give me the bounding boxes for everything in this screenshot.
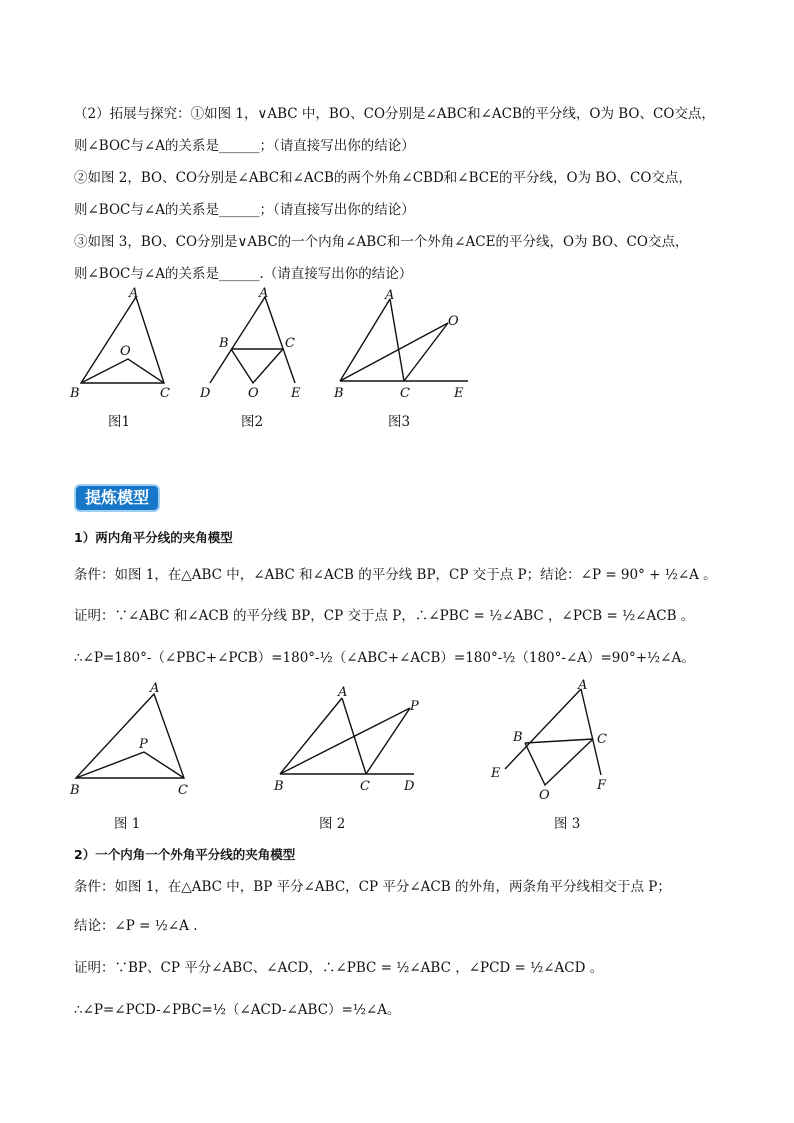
label-A: A xyxy=(338,685,348,700)
label-P: P xyxy=(139,737,148,752)
model1-proof-1: 证明：∵∠ABC 和∠ACB 的平分线 BP，CP 交于点 P，∴∠PBC = ½∠ABC ，∠PCB = ½∠ACB 。 xyxy=(74,608,695,624)
model2-condition: 条件：如图 1，在△ABC 中，BP 平分∠ABC，CP 平分∠ACB 的外角，两条角平分线相交于点 P； xyxy=(74,879,671,895)
label-C: C xyxy=(360,779,370,794)
label-C: C xyxy=(178,783,188,798)
label-E: E xyxy=(454,386,464,401)
model2-conclusion: 结论：∠P = ½∠A . xyxy=(74,918,198,934)
caption-top-3: 图3 xyxy=(388,414,411,430)
label-C: C xyxy=(597,732,607,747)
label-A: A xyxy=(150,681,160,696)
label-E: E xyxy=(491,766,501,781)
label-C: C xyxy=(160,386,170,401)
caption-mid-2: 图 2 xyxy=(319,816,346,832)
mid-figure-1 xyxy=(66,680,196,800)
label-A: A xyxy=(259,286,269,301)
label-B: B xyxy=(70,386,80,401)
label-B: B xyxy=(219,336,229,351)
problem-line-3: ②如图 2，BO、CO分别是∠ABC和∠ACB的两个外角∠CBD和∠BCE的平分线，O为 BO、CO交点， xyxy=(74,170,692,186)
top-figure-1 xyxy=(66,285,196,405)
problem-line-5: ③如图 3，BO、CO分别是∨ABC的一个内角∠ABC和一个外角∠ACE的平分线，O为 BO、CO交点， xyxy=(74,234,689,250)
top-figure-3 xyxy=(330,285,480,405)
mid-figure-3 xyxy=(485,675,625,805)
label-E: E xyxy=(291,386,301,401)
model2-proof-2: ∴∠P=∠PCD-∠PBC=½（∠ACD-∠ABC）=½∠A。 xyxy=(74,1002,401,1018)
label-O: O xyxy=(248,386,259,401)
problem-line-4: 则∠BOC与∠A的关系是______；（请直接写出你的结论） xyxy=(74,202,415,218)
label-B: B xyxy=(70,783,80,798)
label-O: O xyxy=(539,788,550,803)
model2-title: 2）一个内角一个外角平分线的夹角模型 xyxy=(74,847,296,862)
label-B: B xyxy=(274,779,284,794)
label-P: P xyxy=(410,699,419,714)
label-A: A xyxy=(385,288,395,303)
mid-figure-2 xyxy=(270,680,430,800)
label-A: A xyxy=(129,286,139,301)
top-figure-2 xyxy=(195,285,315,405)
section-badge: 提炼模型 xyxy=(74,484,160,512)
label-O: O xyxy=(120,344,131,359)
label-B: B xyxy=(334,386,344,401)
model1-condition: 条件：如图 1，在△ABC 中，∠ABC 和∠ACB 的平分线 BP，CP 交于点 P；结论：∠P = 90° + ½∠A 。 xyxy=(74,567,717,583)
model1-proof-2: ∴∠P=180°-（∠PBC+∠PCB）=180°-½（∠ABC+∠ACB）=180°-½（180°-∠A）=90°+½∠A。 xyxy=(74,650,695,666)
label-O: O xyxy=(448,314,459,329)
label-F: F xyxy=(597,778,607,793)
label-D: D xyxy=(404,779,415,794)
caption-top-2: 图2 xyxy=(241,414,264,430)
caption-mid-3: 图 3 xyxy=(554,816,581,832)
label-C: C xyxy=(400,386,410,401)
model2-proof-1: 证明：∵BP、CP 平分∠ABC、∠ACD，∴∠PBC = ½∠ABC ，∠PCD = ½∠ACD 。 xyxy=(74,960,604,976)
problem-line-1: （2）拓展与探究：①如图 1，∨ABC 中，BO、CO分别是∠ABC和∠ACB的平分线，O为 BO、CO交点， xyxy=(74,106,715,122)
label-C: C xyxy=(285,336,295,351)
caption-mid-1: 图 1 xyxy=(114,816,141,832)
caption-top-1: 图1 xyxy=(108,414,131,430)
label-A: A xyxy=(578,678,588,693)
label-B: B xyxy=(513,730,523,745)
problem-line-6: 则∠BOC与∠A的关系是______.（请直接写出你的结论） xyxy=(74,266,413,282)
problem-line-2: 则∠BOC与∠A的关系是______；（请直接写出你的结论） xyxy=(74,138,415,154)
model1-title: 1）两内角平分线的夹角模型 xyxy=(74,530,233,545)
label-D: D xyxy=(200,386,211,401)
